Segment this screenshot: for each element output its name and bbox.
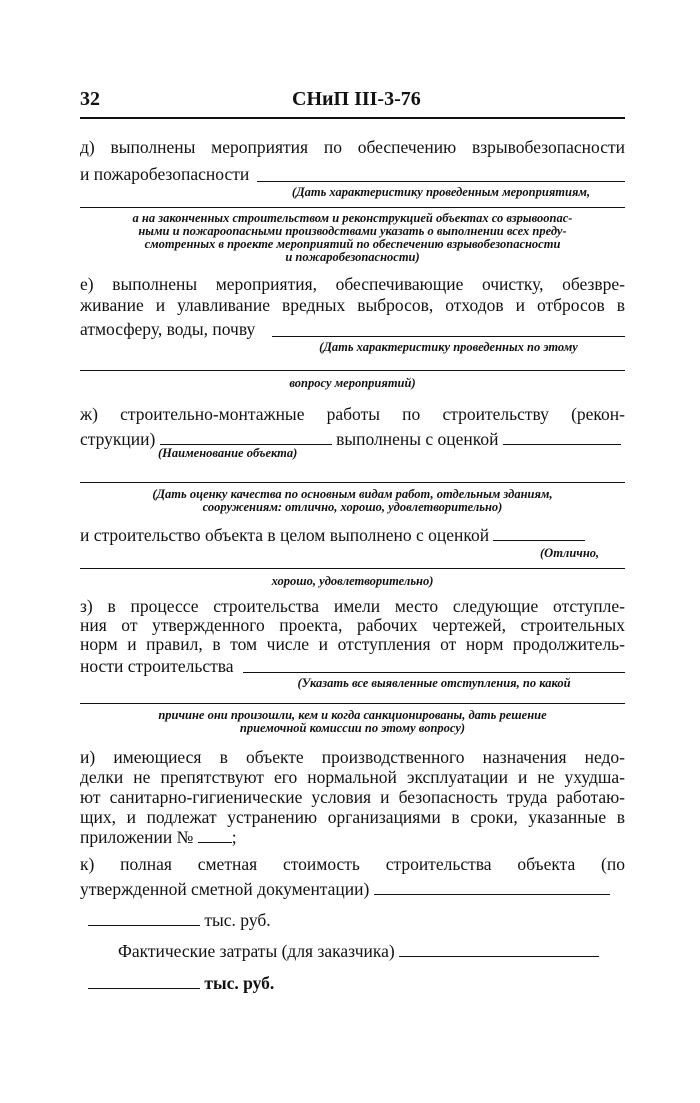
section-d-label: и пожаробезопасности: [80, 164, 250, 184]
section-z-answer-field[interactable]: [243, 672, 625, 673]
actual-costs-label: Фактические затраты (для заказчика): [118, 941, 395, 961]
section-z-caption1: (Указать все выявленные отступления, по какой: [297, 676, 571, 690]
section-zh-caption1: (Дать оценку качества по основным видам работ, отдельным зданиям,: [152, 487, 553, 501]
section-d-answer-field[interactable]: [257, 181, 625, 182]
section-e-line1: е) выполнены мероприятия, обеспечивающие очистку, обезвре-: [80, 274, 625, 294]
section-i-line3: ют санитарно-гигиенические условия и безопасность труда работаю-: [80, 787, 625, 807]
section-i-line4: щих, и подлежат устранению организациями в сроки, указанные в: [80, 807, 625, 827]
section-zh-label-c: и строительство объекта в целом выполнено с оценкой: [80, 525, 490, 545]
section-z-line1: з) в процессе строительства имели место следующие отступле-: [80, 596, 625, 616]
section-e-line2: живание и улавливание вредных выбросов, отходов и отбросов в: [80, 295, 625, 315]
section-e-caption2: вопросу мероприятий): [289, 376, 416, 390]
section-zh-caption3: (Отлично,: [540, 546, 600, 560]
section-zh-answer-field2[interactable]: [80, 568, 625, 569]
section-z-caption2: причине они произошли, кем и когда санкционированы, дать решение: [158, 708, 547, 722]
appendix-semicolon: ;: [231, 827, 237, 847]
object-name-field[interactable]: [160, 428, 332, 445]
section-z-line2: ния от утвержденного проекта, рабочих чертежей, строительных: [80, 615, 625, 635]
cost-unit-1: тыс. руб.: [204, 910, 271, 930]
document-title: СНиП III-3-76: [292, 88, 421, 110]
section-i-line2: делки не препятствуют его нормальной эксплуатации и не ухудша-: [80, 767, 625, 787]
section-d-caption5: и пожаробезопасности): [285, 250, 420, 264]
section-zh-label-a: струкции): [80, 429, 156, 449]
section-z-line3: норм и правил, в том числе и отступления от норм продолжитель-: [80, 634, 625, 654]
object-name-caption: (Наименование объекта): [158, 446, 298, 460]
header-rule: [80, 117, 625, 119]
estimated-cost-amount-field[interactable]: [88, 909, 200, 926]
cost-unit-2: тыс. руб.: [204, 973, 275, 993]
section-e-answer-field[interactable]: [272, 336, 625, 337]
actual-costs-amount-field[interactable]: [88, 972, 200, 989]
section-d-answer-field2[interactable]: [80, 207, 625, 208]
overall-rating-field[interactable]: [493, 524, 585, 541]
appendix-number-field[interactable]: [198, 826, 232, 843]
section-e-caption1: (Дать характеристику проведенных по этому: [319, 340, 578, 354]
section-zh-label-b: выполнены с оценкой: [336, 429, 499, 449]
actual-costs-line: [118, 940, 663, 962]
section-i-line5: [80, 826, 625, 848]
section-i-line1: и) имеющиеся в объекте производственного назначения недо-: [80, 747, 625, 767]
actual-costs-field[interactable]: [399, 940, 599, 957]
section-z-answer-field2[interactable]: [80, 703, 625, 704]
section-zh-answer-field[interactable]: [80, 482, 625, 483]
page-number: 32: [80, 88, 100, 110]
appendix-label: приложении №: [80, 827, 194, 847]
estimate-label: утвержденной сметной документации): [80, 879, 370, 899]
section-e-line3: атмосферу, воды, почву: [80, 319, 256, 339]
estimated-cost-field[interactable]: [374, 878, 610, 895]
quality-rating-field[interactable]: [503, 428, 621, 445]
section-d-line1: д) выполнены мероприятия по обеспечению взрывобезопасности: [80, 137, 625, 157]
section-zh-line1: ж) строительно-монтажные работы по строительству (рекон-: [80, 404, 625, 424]
section-z-line4: ности строительства: [80, 656, 234, 676]
section-zh-caption2: сооружениям: отлично, хорошо, удовлетворительно): [202, 500, 503, 514]
section-k-line2: [80, 878, 625, 900]
section-d-caption3: ными и пожароопасными производствами указать о выполнении всех преду-: [138, 224, 567, 238]
section-d-caption1: (Дать характеристику проведенным мероприятиям,: [291, 185, 591, 199]
section-d-caption4: смотренных в проекте мероприятий по обеспечению взрывобезопасности: [144, 237, 561, 251]
section-k-line1: к) полная сметная стоимость строительства объекта (по: [80, 854, 625, 874]
actual-costs-amount-line: [88, 972, 633, 994]
section-k-cost-line: [88, 909, 633, 931]
section-e-answer-field2[interactable]: [80, 370, 625, 371]
section-d-caption2: а на законченных строительством и реконструкцией объектах со взрывоопас-: [132, 211, 573, 225]
section-zh-line3: [80, 524, 625, 546]
section-zh-caption4: хорошо, удовлетворительно): [271, 574, 434, 588]
section-z-caption3: приемочной комиссии по этому вопросу): [239, 721, 466, 735]
